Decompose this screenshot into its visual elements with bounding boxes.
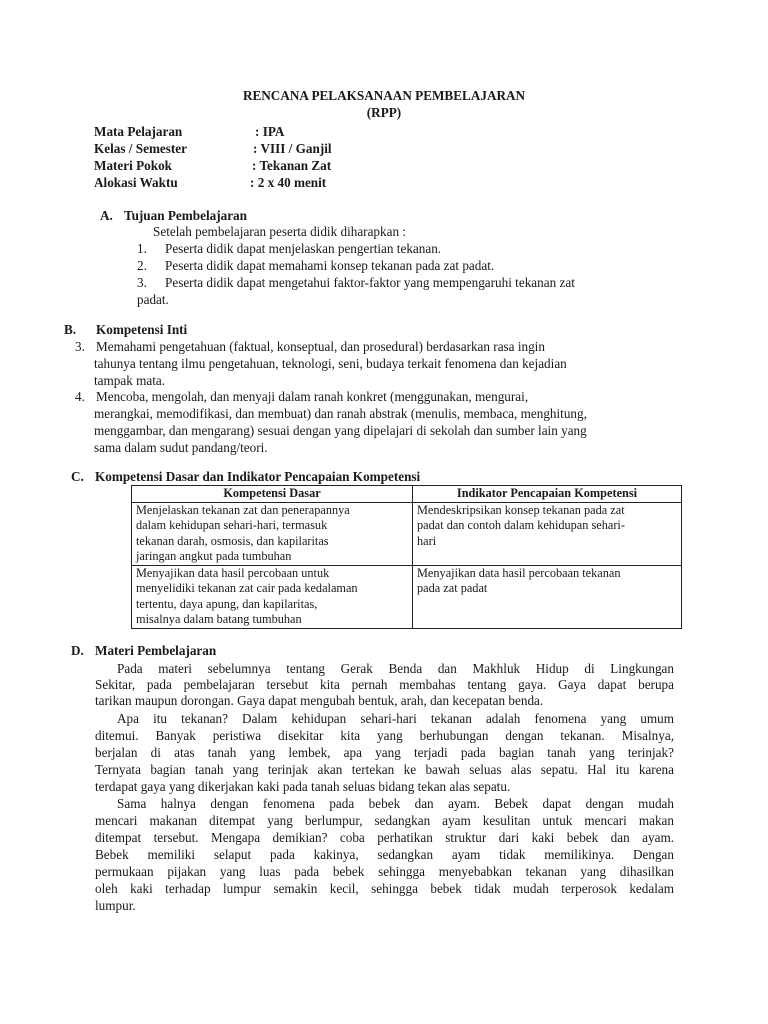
section-c-letter: C.: [71, 469, 84, 484]
section-a-intro: Setelah pembelajaran peserta didik diharapkan :: [153, 224, 407, 239]
section-a-letter: A.: [100, 208, 113, 223]
section-b-item-num: 4.: [75, 389, 85, 404]
table-cell: Mendeskripsikan konsep tekanan pada zat padat dan contoh dalam kehidupan sehari- hari: [413, 502, 682, 565]
section-a-item-text: Peserta didik dapat memahami konsep tekanan pada zat padat.: [165, 258, 495, 273]
identity-label-topic: Materi Pokok: [94, 158, 173, 173]
section-a-heading: Tujuan Pembelajaran: [124, 208, 247, 223]
table-header-cell: Indikator Pencapaian Kompetensi: [413, 486, 682, 503]
section-a-item-cont: padat.: [137, 292, 169, 307]
section-b-item-num: 3.: [75, 339, 85, 354]
paragraph-line: Bebek memiliki selaput pada kakinya, sedangkan ayam tidak memilikinya. Dengan: [95, 847, 674, 862]
table-cell: Menyajikan data hasil percobaan tekanan pada zat padat: [413, 565, 682, 628]
table-row: [132, 565, 682, 628]
section-c-heading: Kompetensi Dasar dan Indikator Pencapaian Kompetensi: [95, 469, 421, 484]
competency-table: [131, 485, 682, 629]
paragraph-line: Ternyata bagian tanah yang terinjak akan tertekan ke bawah seluas alas sepatu. Hal itu karena: [95, 762, 674, 777]
section-b-item-line: tahunya tentang ilmu pengetahuan, teknologi, seni, budaya terkait fenomena dan kejadian: [94, 356, 567, 371]
table-cell: Menyajikan data hasil percobaan untuk menyelidiki tekanan zat cair pada kedalaman tertentu, daya apung, dan kapilaritas, misalnya dalam batang tumbuhan: [132, 565, 413, 628]
identity-value-topic: : Tekanan Zat: [252, 158, 332, 173]
section-d-heading: Materi Pembelajaran: [95, 643, 217, 658]
section-a-item-num: 1.: [137, 241, 147, 256]
paragraph-line: oleh kaki terhadap lumpur semakin kecil, sehingga bebek tidak mudah terperosok kedalam: [95, 881, 674, 896]
paragraph-line: Sekitar, pada pembelajaran tersebut kita pernah membahas tentang gaya. Gaya dapat berupa: [95, 677, 674, 692]
table-cell: Menjelaskan tekanan zat dan penerapannya dalam kehidupan sehari-hari, termasuk tekanan darah, osmosis, dan kapilaritas jaringan angkut pada tumbuhan: [132, 502, 413, 565]
table-header-row: [132, 486, 682, 503]
section-a-item-num: 2.: [137, 258, 147, 273]
section-b-item-line: tampak mata.: [94, 373, 166, 388]
section-b-item-line: sama dalam sudut pandang/teori.: [94, 440, 268, 455]
paragraph-line: Pada materi sebelumnya tentang Gerak Benda dan Makhluk Hidup di Lingkungan: [117, 661, 674, 676]
section-b-item-line: Mencoba, mengolah, dan menyaji dalam ranah konkret (menggunakan, mengurai,: [96, 389, 529, 404]
section-b-item-line: menggambar, dan mengarang) sesuai dengan yang dipelajari di sekolah dan sumber lain yang: [94, 423, 587, 438]
paragraph-line: tarikan maupun dorongan. Gaya dapat mengubah bentuk, arah, dan kecepatan benda.: [95, 693, 544, 708]
identity-value-class: : VIII / Ganjil: [253, 141, 332, 156]
section-a-item-text: Peserta didik dapat menjelaskan pengertian tekanan.: [165, 241, 442, 256]
table-row: [132, 502, 682, 565]
paragraph-line: ditempat tersebut. Mengapa demikian? coba perhatikan struktur dari kaki bebek dan ayam.: [95, 830, 674, 845]
identity-value-subject: : IPA: [255, 124, 285, 139]
paragraph-line: Sama halnya dengan fenomena pada bebek dan ayam. Bebek dapat dengan mudah: [117, 796, 674, 811]
section-b-heading: Kompetensi Inti: [96, 322, 188, 337]
paragraph-line: mencari makanan ditempat yang berlumpur, sedangkan ayam kesulitan untuk mencari makan: [95, 813, 674, 828]
identity-label-subject: Mata Pelajaran: [94, 124, 183, 139]
paragraph-line: lumpur.: [95, 898, 136, 913]
document-title: RENCANA PELAKSANAAN PEMBELAJARAN: [242, 88, 526, 103]
section-b-item-line: Memahami pengetahuan (faktual, konseptual, dan prosedural) berdasarkan rasa ingin: [96, 339, 545, 354]
paragraph-line: berjalan di atas tanah yang lembek, apa yang terjadi pada bagian tanah yang terinjak?: [95, 745, 674, 760]
document-subtitle: (RPP): [366, 105, 402, 120]
section-d-letter: D.: [71, 643, 84, 658]
identity-label-class: Kelas / Semester: [94, 141, 188, 156]
paragraph-line: terdapat gaya yang dikerjakan kaki pada tanah seluas bidang tekan alas sepatu.: [95, 779, 511, 794]
paragraph-line: Apa itu tekanan? Dalam kehidupan sehari-hari tekanan adalah fenomena yang umum: [117, 711, 674, 726]
section-b-item-line: merangkai, memodifikasi, dan membuat) dan ranah abstrak (menulis, membaca, menghitung,: [94, 406, 587, 421]
section-a-item-num: 3.: [137, 275, 147, 290]
section-b-letter: B.: [64, 322, 77, 337]
paragraph-line: permukaan pijakan yang luas pada bebek sehingga menyebabkan tekanan yang dihasilkan: [95, 864, 674, 879]
paragraph-line: ditemui. Banyak peristiwa disekitar kita yang berhubungan dengan tekanan. Misalnya,: [95, 728, 674, 743]
table-header-cell: Kompetensi Dasar: [132, 486, 413, 503]
identity-label-time: Alokasi Waktu: [94, 175, 178, 190]
identity-value-time: : 2 x 40 menit: [250, 175, 327, 190]
section-a-item-text: Peserta didik dapat mengetahui faktor-faktor yang mempengaruhi tekanan zat: [165, 275, 575, 290]
